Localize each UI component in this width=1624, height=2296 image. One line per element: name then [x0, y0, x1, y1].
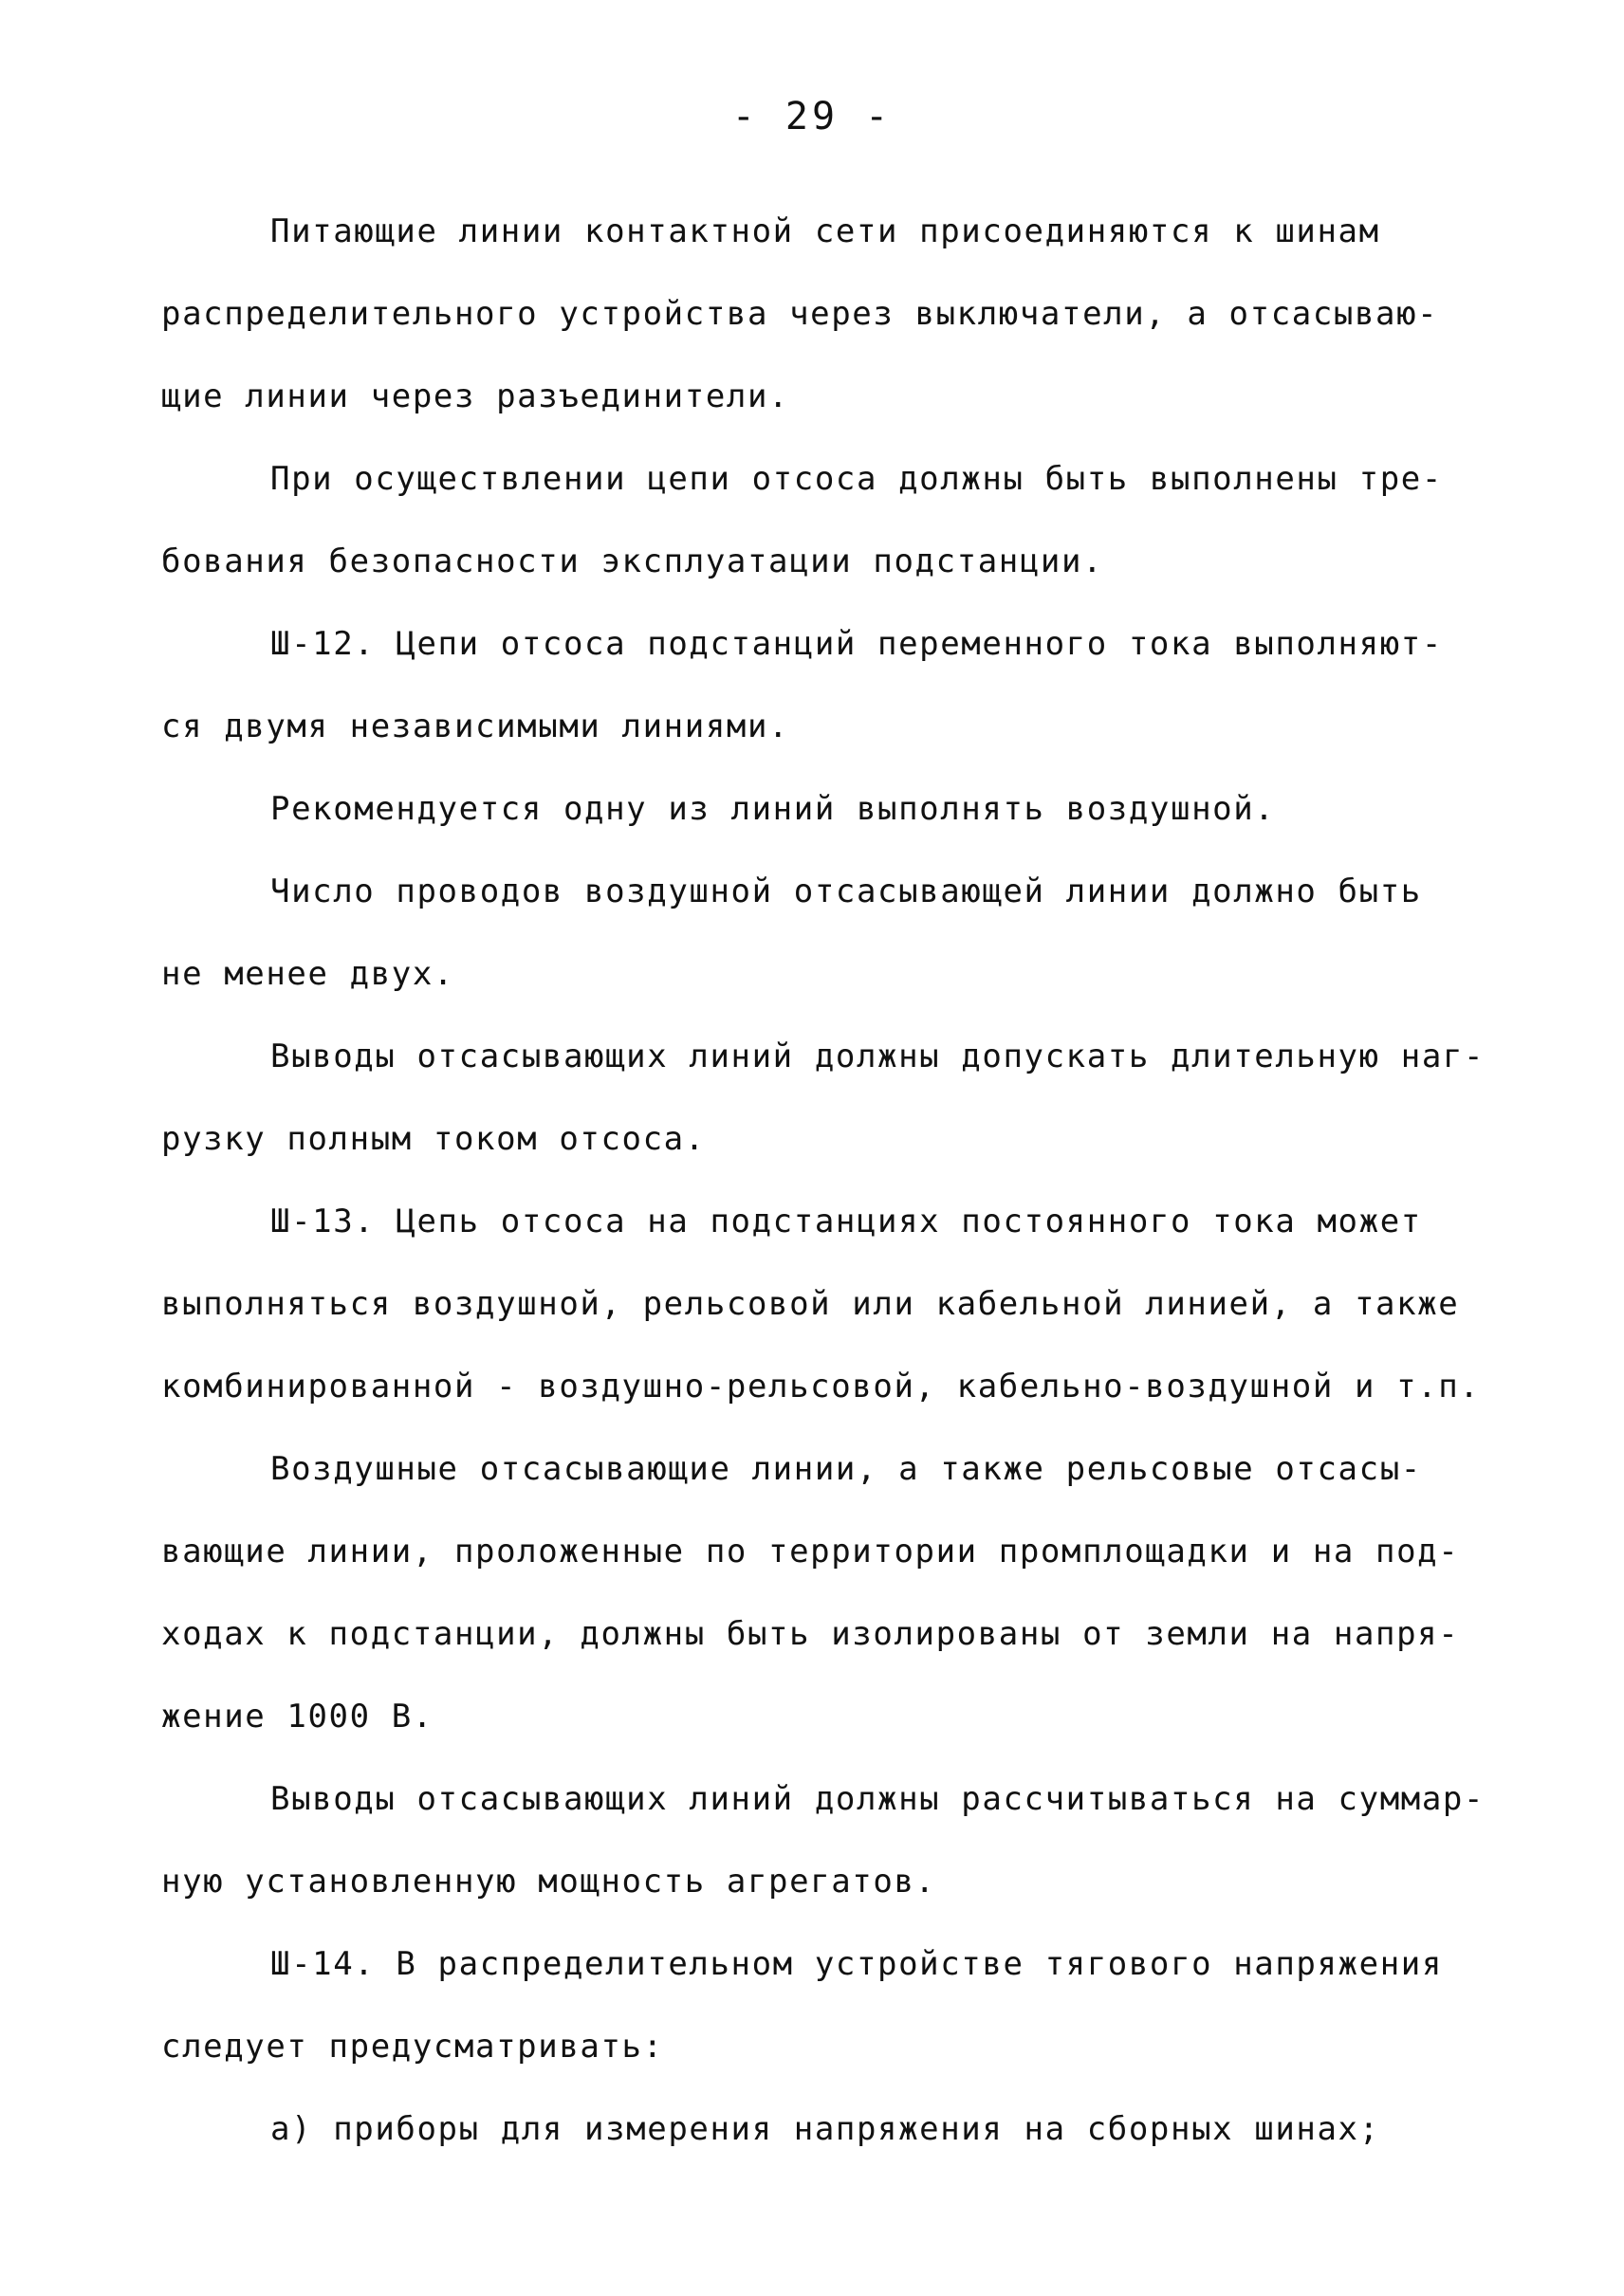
text-line: а) приборы для измерения напряжения на сборных шинах;: [270, 2110, 1380, 2148]
text-line: распределительного устройства через выключатели, а отсасываю-: [161, 295, 1439, 333]
text-line: Питающие линии контактной сети присоединяются к шинам: [270, 212, 1380, 250]
text-line: Число проводов воздушной отсасывающей линии должно быть: [270, 872, 1422, 910]
text-line: вающие линии, проложенные по территории промплощадки и на под-: [161, 1533, 1460, 1570]
text-line: ся двумя независимыми линиями.: [161, 707, 790, 745]
text-line: Ш-12. Цепи отсоса подстанций переменного тока выполняют-: [270, 625, 1443, 663]
text-line: Ш-13. Цепь отсоса на подстанциях постоянного тока может: [270, 1203, 1422, 1240]
text-line: следует предусматривать:: [161, 2028, 664, 2066]
page-number: - 29 -: [731, 95, 893, 138]
text-line: Выводы отсасывающих линий должны допускать длительную наг-: [270, 1038, 1486, 1075]
text-line: жение 1000 В.: [161, 1698, 434, 1736]
text-line: Воздушные отсасывающие линии, а также рельсовые отсасы-: [270, 1450, 1422, 1488]
text-line: Выводы отсасывающих линий должны рассчитываться на суммар-: [270, 1780, 1486, 1818]
text-line: бования безопасности эксплуатации подстанции.: [161, 542, 1104, 580]
text-line: выполняться воздушной, рельсовой или кабельной линией, а также: [161, 1285, 1460, 1323]
text-line: щие линии через разъединители.: [161, 377, 790, 415]
text-line: комбинированной - воздушно-рельсовой, кабельно-воздушной и т.п.: [161, 1368, 1481, 1405]
text-line: не менее двух.: [161, 955, 454, 993]
text-line: При осуществлении цепи отсоса должны быть выполнены тре-: [270, 460, 1443, 498]
text-line: Ш-14. В распределительном устройстве тягового напряжения: [270, 1945, 1443, 1983]
text-line: ную установленную мощность агрегатов.: [161, 1863, 936, 1901]
text-line: Рекомендуется одну из линий выполнять воздушной.: [270, 790, 1276, 828]
text-line: ходах к подстанции, должны быть изолированы от земли на напря-: [161, 1615, 1460, 1653]
text-line: рузку полным током отсоса.: [161, 1120, 706, 1158]
